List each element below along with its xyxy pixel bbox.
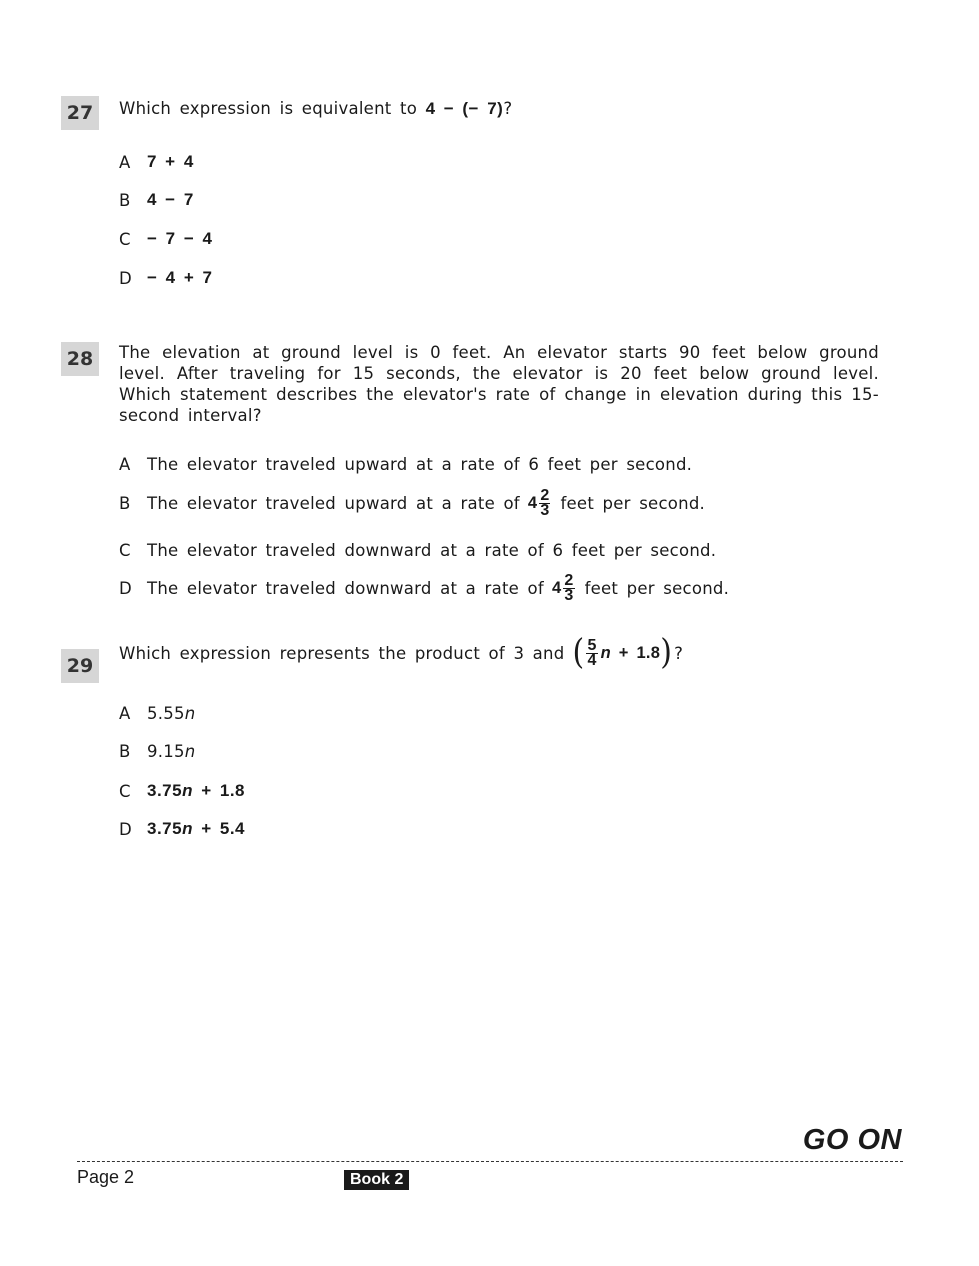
option-letter: A	[119, 455, 131, 474]
variable: n	[182, 819, 193, 838]
stem-text: Which expression represents the product of 3 and	[119, 643, 565, 663]
option-letter: B	[119, 190, 131, 210]
option-letter: D	[119, 579, 132, 598]
whole-part: 4	[551, 579, 562, 597]
option-text: The elevator traveled upward at a rate of	[147, 494, 520, 513]
mixed-number	[528, 489, 551, 518]
option-letter: C	[119, 541, 131, 560]
option-text: The elevator traveled downward at a rate of 6 feet per second.	[147, 541, 717, 560]
footer-divider	[77, 1161, 903, 1162]
question-number: 28	[61, 342, 99, 376]
variable: n	[600, 643, 611, 662]
option-d[interactable]	[119, 819, 245, 839]
fraction	[563, 574, 574, 603]
option-text: − 7 − 4	[147, 229, 213, 248]
stem-text: Which expression is equivalent to	[119, 99, 426, 118]
option-letter: D	[119, 268, 132, 288]
option-c[interactable]	[119, 541, 716, 560]
stem-math: 4 − (− 7)	[425, 99, 504, 118]
denominator: 3	[540, 502, 550, 519]
coefficient: 3.75	[147, 819, 183, 838]
option-b[interactable]	[119, 742, 195, 761]
expression-rest: + 1.8	[610, 643, 661, 662]
fraction	[586, 636, 597, 669]
option-letter: B	[119, 742, 131, 761]
variable: n	[182, 781, 193, 800]
right-paren: )	[660, 632, 673, 673]
option-d[interactable]	[119, 268, 212, 288]
option-b[interactable]	[119, 489, 705, 518]
question-stem	[119, 632, 684, 673]
option-letter: C	[119, 229, 131, 249]
option-letter: C	[119, 781, 131, 801]
left-paren: (	[572, 632, 585, 673]
book-label: Book 2	[344, 1170, 409, 1190]
option-text: The elevator traveled downward at a rate of	[147, 579, 544, 598]
option-letter: A	[119, 704, 131, 723]
stem-suffix: ?	[674, 643, 684, 663]
variable: n	[184, 742, 196, 761]
coefficient: 5.55	[147, 704, 185, 723]
denominator: 3	[564, 587, 574, 604]
expression-rest: + 5.4	[192, 819, 245, 838]
option-c[interactable]	[119, 229, 212, 249]
numerator: 2	[564, 572, 574, 589]
option-text: 7 + 4	[147, 152, 194, 171]
question-number: 29	[61, 649, 99, 683]
expression-rest: + 1.8	[192, 781, 245, 800]
option-a[interactable]	[119, 152, 194, 172]
variable: n	[184, 704, 196, 723]
option-text: The elevator traveled upward at a rate of 6 feet per second.	[147, 455, 693, 474]
question-stem: The elevation at ground level is 0 feet. An elevator starts 90 feet below ground level. After traveling for 15 seconds, the elevator is 20 feet below ground level. Which statement describes the elevator's rate of change in elevation during this 15-second interval?	[119, 343, 879, 425]
coefficient: 9.15	[147, 742, 185, 761]
go-on-label: GO ON	[802, 1124, 902, 1156]
option-letter: B	[119, 494, 131, 513]
option-text: − 4 + 7	[147, 268, 213, 287]
stem-suffix: ?	[503, 99, 513, 118]
option-c[interactable]	[119, 781, 245, 801]
fraction	[539, 489, 550, 518]
option-letter: D	[119, 819, 132, 839]
option-text-after: feet per second.	[560, 494, 706, 513]
whole-part: 4	[527, 494, 538, 512]
numerator: 2	[540, 487, 550, 504]
page-number: Page 2	[77, 1167, 135, 1187]
question-number: 27	[61, 96, 99, 130]
stem-expression	[572, 632, 673, 673]
coefficient: 3.75	[147, 781, 183, 800]
option-letter: A	[119, 152, 131, 172]
option-a[interactable]	[119, 455, 692, 474]
denominator: 4	[587, 651, 597, 669]
mixed-number	[552, 574, 575, 603]
option-text: 4 − 7	[147, 190, 194, 209]
numerator: 5	[587, 636, 597, 654]
option-a[interactable]	[119, 704, 195, 723]
option-b[interactable]	[119, 190, 194, 210]
option-d[interactable]	[119, 574, 729, 603]
option-text-after: feet per second.	[584, 579, 730, 598]
question-stem	[119, 98, 879, 119]
